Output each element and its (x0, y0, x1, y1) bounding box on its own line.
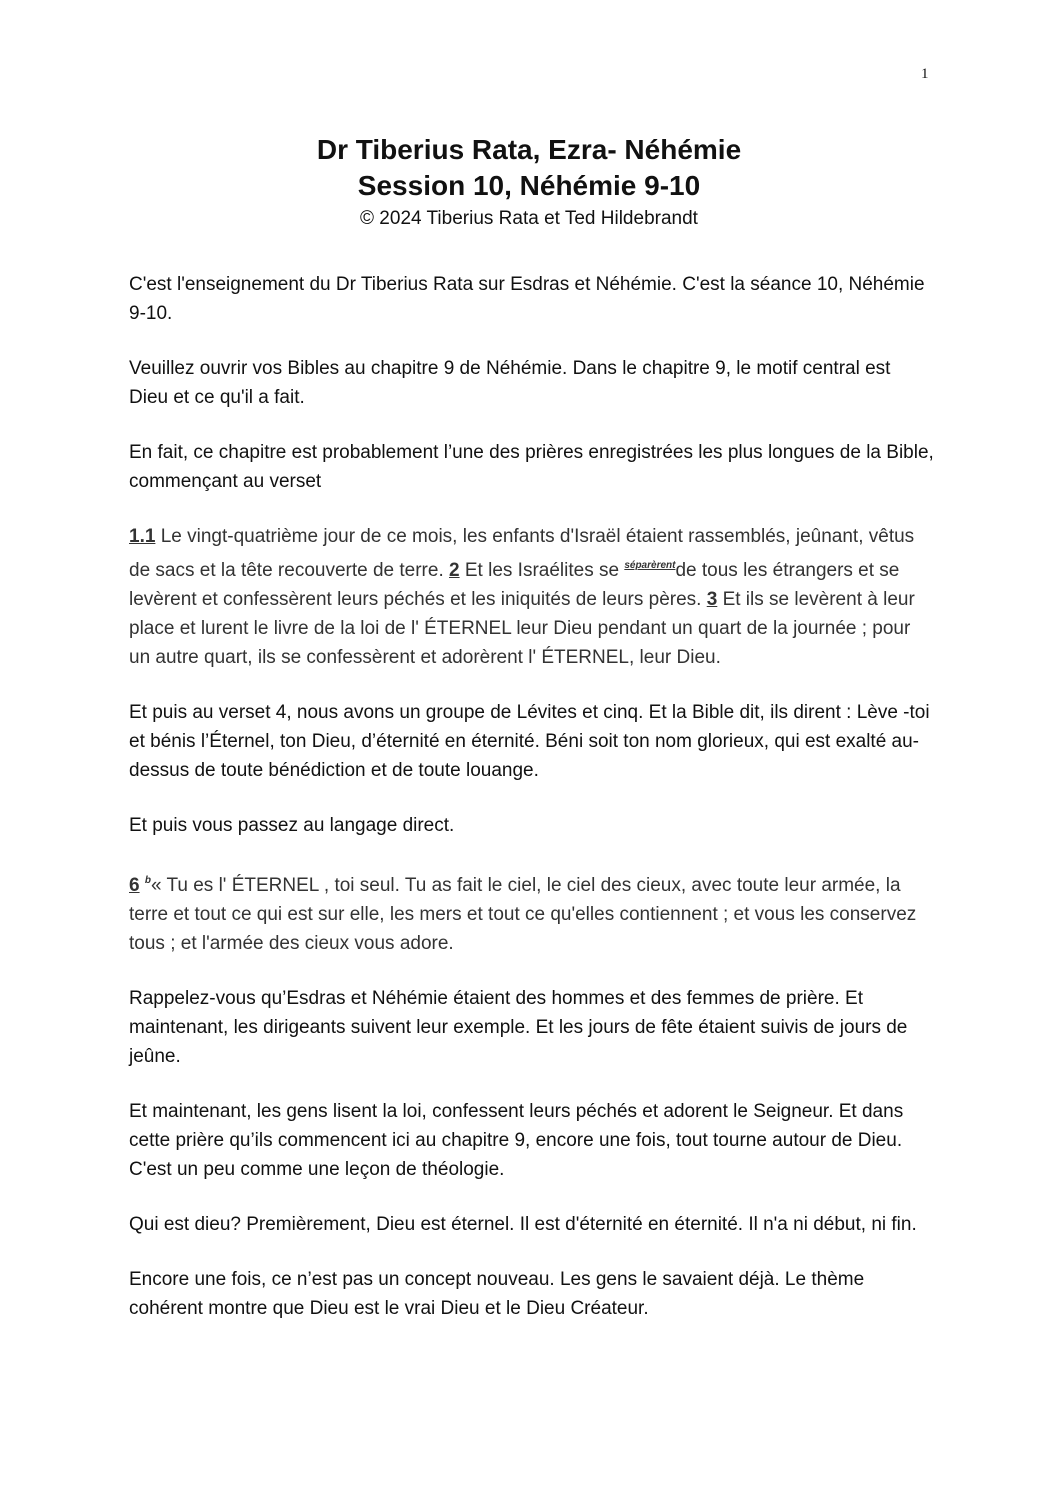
verse-quote-nehemiah-9-6 (129, 866, 934, 958)
paragraph-theology-lesson: Et maintenant, les gens lisent la loi, confessent leurs péchés et adorent le Seigneur. Et dans cette prière qu’ils commencent ici au chapitre 9, encore une fois, tout tourne autour de Dieu. C'est un peu comme une leçon de théologie. (129, 1101, 904, 1180)
document-title: Dr Tiberius Rata, Ezra- Néhémie (316, 134, 742, 165)
verse-number-link[interactable]: 2 (449, 560, 460, 581)
paragraph-intro: C'est l'enseignement du Dr Tiberius Rata sur Esdras et Néhémie. C'est la séance 10, Néhémie 9-10. (129, 274, 925, 324)
paragraph-creator-god: Encore une fois, ce n’est pas un concept nouveau. Les gens le savaient déjà. Le thème cohérent montre que Dieu est le vrai Dieu et le Dieu Créateur. (129, 1269, 865, 1319)
verse-text: Le vingt-quatrième jour de ce mois, les enfants d'Israël étaient rassemblés, jeûnant, vêtus de sacs et la tête recouverte de terre. (129, 526, 915, 581)
verse-number-link[interactable]: 1.1 (129, 526, 156, 547)
paragraph-prayer-people: Rappelez-vous qu’Esdras et Néhémie étaient des hommes et des femmes de prière. Et maintenant, les dirigeants suivent leur exemple. Et les jours de fête étaient suivis de jours de jeûne. (129, 988, 908, 1067)
paragraph-direct-language: Et puis vous passez au langage direct. (129, 815, 455, 836)
paragraph-verse-4: Et puis au verset 4, nous avons un groupe de Lévites et cinq. Et la Bible dit, ils dirent : Lève -toi et bénis l’Éternel, ton Dieu, d’éternité en éternité. Béni soit ton nom glorieux, qui est exalté au-dessus de toute bénédiction et de toute louange. (129, 702, 930, 781)
verse-text: « Tu es l' ÉTERNEL , toi seul. Tu as fait le ciel, le ciel des cieux, avec toute leur armée, la terre et tout ce qui est sur elle, les mers et tout ce qu'elles contiennent ; et vous les conservez tous ; et l'armée des cieux vous adore. (129, 875, 917, 954)
verse-quote-nehemiah-9-1 (129, 522, 934, 672)
copyright-line: © 2024 Tiberius Rata et Ted Hildebrandt (360, 208, 698, 229)
verse-number-link[interactable]: 6 (129, 875, 140, 896)
document-body (129, 270, 934, 1349)
page-number: 1 (921, 66, 929, 82)
paragraph-long-prayer: En fait, ce chapitre est probablement l’une des prières enregistrées les plus longues de la Bible, commençant au verset (129, 442, 934, 492)
paragraph-open-bibles: Veuillez ouvrir vos Bibles au chapitre 9 de Néhémie. Dans le chapitre 9, le motif central est Dieu et ce qu'il a fait. (129, 358, 891, 408)
verse-text: Et ils se levèrent à leur place et lurent le livre de la loi de l' ÉTERNEL leur Dieu pendant un quart de la journée ; pour un autre quart, ils se confessèrent et adorèrent l' ÉTERNEL, leur Dieu. (129, 589, 915, 668)
footnote-link[interactable]: séparèrent (624, 560, 676, 571)
paragraph-who-is-god: Qui est dieu? Premièrement, Dieu est éternel. Il est d'éternité en éternité. Il n'a ni début, ni fin. (129, 1214, 917, 1235)
session-title: Session 10, Néhémie 9-10 (357, 170, 701, 201)
footnote-link[interactable]: b (144, 875, 151, 886)
verse-text: Et les Israélites se (459, 560, 625, 581)
title-block (0, 132, 1058, 234)
verse-text: de tous les étrangers et se levèrent et confessèrent leurs péchés et les iniquités de leurs pères. (129, 560, 900, 610)
verse-number-link[interactable]: 3 (706, 589, 718, 610)
